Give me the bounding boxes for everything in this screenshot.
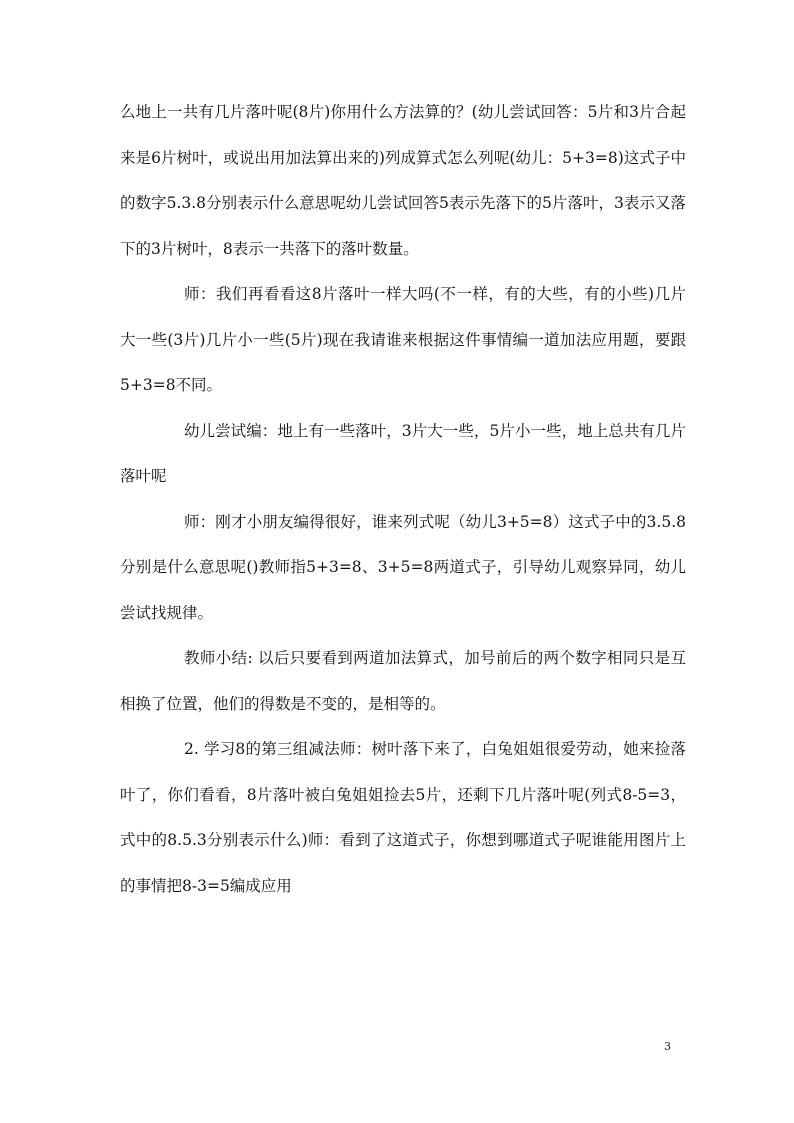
paragraph-teacher-compare-leaves: 师：我们再看看这8片落叶一样大吗(不一样，有的大些，有的小些)几片大一些(3片)几片小一些(5片)现在我请谁来根据这件事情编一道加法应用题，要跟 5+3=8不同。 bbox=[120, 285, 686, 394]
page-number: 3 bbox=[664, 1040, 671, 1053]
paragraph-continued: 么地上一共有几片落叶呢(8片)你用什么方法算的？(幼儿尝试回答：5片和3片合起来是6片树叶，或说出用加法算出来的)列成算式怎么列呢(幼儿：5+3=8)这式子中的数字5.3.8分别表示什么意思呢幼儿尝试回答5表示先落下的5片落叶，3表示又落下的3片树叶，8表示一共落下的落叶数量。 bbox=[120, 103, 686, 258]
page-body bbox=[120, 90, 686, 909]
paragraph-children-compose: 幼儿尝试编：地上有一些落叶，3片大一些，5片小一些，地上总共有几片落叶呢 bbox=[120, 421, 686, 485]
paragraph-subtraction-section: 2. 学习8的第三组减法师：树叶落下来了，白兔姐姐很爱劳动，她来捡落叶了，你们看看，8片落叶被白兔姐姐捡去5片，还剩下几片落叶呢(列式8-5=3，式中的8.5.3分别表示什么)师：看到了这道式子，你想到哪道式子呢谁能用图片上的事情把8-3=5编成应用 bbox=[120, 740, 686, 895]
paragraph-teacher-summary: 教师小结: 以后只要看到两道加法算式，加号前后的两个数字相同只是互相换了位置，他们的得数是不变的，是相等的。 bbox=[120, 649, 686, 713]
paragraph-teacher-equation: 师：刚才小朋友编得很好，谁来列式呢（幼儿3+5=8）这式子中的3.5.8分别是什么意思呢()教师指5+3=8、3+5=8两道式子，引导幼儿观察异同，幼儿尝试找规律。 bbox=[120, 512, 686, 622]
